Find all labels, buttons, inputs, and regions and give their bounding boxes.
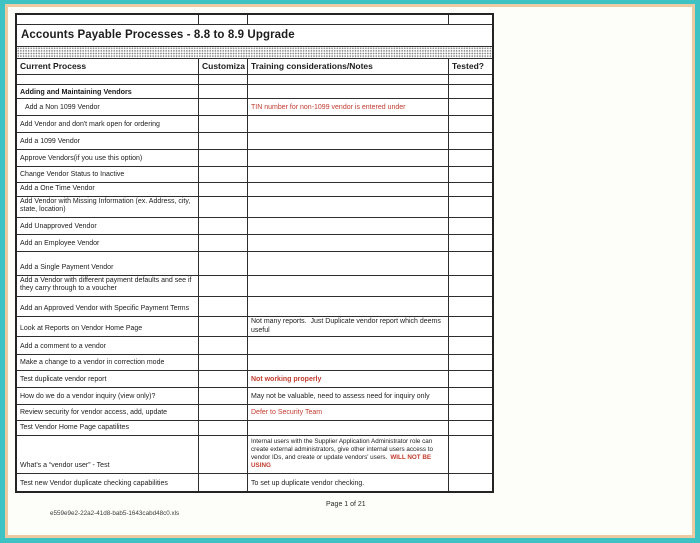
process-cell: Review security for vendor access, add, update xyxy=(17,405,199,420)
notes-cell xyxy=(248,75,449,84)
process-cell: Test new Vendor duplicate checking capabilities xyxy=(17,474,199,491)
hatched-divider-row xyxy=(17,47,492,59)
notes-cell xyxy=(248,421,449,435)
table-row xyxy=(17,197,492,218)
tested-cell xyxy=(449,183,492,196)
notes-cell xyxy=(248,116,449,132)
table-row xyxy=(17,15,492,25)
process-cell: Add a One Time Vendor xyxy=(17,183,199,196)
notes-cell xyxy=(248,15,449,24)
tested-cell xyxy=(449,235,492,251)
tested-cell xyxy=(449,371,492,387)
table-row xyxy=(17,317,492,337)
notes-cell xyxy=(248,355,449,370)
process-cell: Test duplicate vendor report xyxy=(17,371,199,387)
customizations-cell xyxy=(199,75,248,84)
customizations-cell xyxy=(199,85,248,98)
process-cell: How do we do a vendor inquiry (view only)? xyxy=(17,388,199,404)
table-row xyxy=(17,276,492,297)
notes-cell xyxy=(248,218,449,234)
note-mixed xyxy=(251,438,445,471)
tested-cell xyxy=(449,85,492,98)
table-row xyxy=(17,371,492,388)
notes-cell xyxy=(248,297,449,316)
document-page xyxy=(5,4,695,538)
notes-cell xyxy=(248,85,449,98)
tested-cell xyxy=(449,388,492,404)
notes-cell xyxy=(248,436,449,473)
customizations-cell xyxy=(199,436,248,473)
table-row xyxy=(17,436,492,474)
process-cell xyxy=(17,75,199,84)
process-cell xyxy=(17,15,199,24)
customizations-cell xyxy=(199,167,248,182)
process-cell: Add Vendor with Missing Information (ex. Address, city, state, location) xyxy=(17,197,199,217)
page-title: Accounts Payable Processes - 8.8 to 8.9 Upgrade xyxy=(21,28,295,41)
process-cell: Add a 1099 Vendor xyxy=(17,133,199,149)
table-row xyxy=(17,474,492,491)
tested-cell xyxy=(449,75,492,84)
customizations-cell xyxy=(199,421,248,435)
notes-cell xyxy=(248,371,449,387)
customizations-cell xyxy=(199,252,248,275)
notes-cell xyxy=(248,197,449,217)
table-row xyxy=(17,167,492,183)
tested-cell xyxy=(449,133,492,149)
process-cell: What's a “vendor user” - Test xyxy=(17,436,199,473)
process-cell: Add a Vendor with different payment defaults and see if they carry through to a voucher xyxy=(17,276,199,296)
table-row xyxy=(17,183,492,197)
notes-cell xyxy=(248,133,449,149)
notes-cell xyxy=(248,405,449,420)
notes-cell xyxy=(248,183,449,196)
customizations-cell xyxy=(199,218,248,234)
table-row xyxy=(17,405,492,421)
process-cell: Add Vendor and don't mark open for ordering xyxy=(17,116,199,132)
title-row xyxy=(17,25,492,47)
tested-cell xyxy=(449,252,492,275)
note-text-red: Defer to Security Team xyxy=(251,409,323,417)
notes-cell xyxy=(248,317,449,336)
customizations-cell xyxy=(199,405,248,420)
customizations-cell xyxy=(199,276,248,296)
notes-cell xyxy=(248,474,449,491)
table-row xyxy=(17,99,492,116)
table-row xyxy=(17,337,492,355)
notes-cell xyxy=(248,276,449,296)
customizations-cell xyxy=(199,150,248,166)
note-text: To set up duplicate vendor checking. xyxy=(251,480,365,488)
customizations-cell xyxy=(199,388,248,404)
notes-cell xyxy=(248,388,449,404)
process-cell: Add a Non 1099 Vendor xyxy=(17,99,199,115)
process-cell: Add Unapproved Vendor xyxy=(17,218,199,234)
tested-cell xyxy=(449,167,492,182)
table-row xyxy=(17,116,492,133)
process-cell: Add a comment to a vendor xyxy=(17,337,199,354)
table-row xyxy=(17,150,492,167)
page-number-label: Page 1 of 21 xyxy=(326,501,366,508)
customizations-cell xyxy=(199,371,248,387)
customizations-cell xyxy=(199,197,248,217)
note-text: May not be valuable, need to assess need for inquiry only xyxy=(251,393,430,401)
customizations-cell xyxy=(199,337,248,354)
process-cell: Make a change to a vendor in correction mode xyxy=(17,355,199,370)
customizations-cell xyxy=(199,15,248,24)
section-header-row xyxy=(17,85,492,99)
tested-cell xyxy=(449,405,492,420)
note-text-red: TIN number for non-1099 vendor is entered under xyxy=(251,104,406,112)
tested-cell xyxy=(449,355,492,370)
tested-cell xyxy=(449,99,492,115)
notes-cell xyxy=(248,150,449,166)
tested-cell xyxy=(449,15,492,24)
customizations-cell xyxy=(199,474,248,491)
spreadsheet-table xyxy=(15,13,494,493)
customizations-cell xyxy=(199,116,248,132)
table-row xyxy=(17,355,492,371)
notes-cell xyxy=(248,167,449,182)
tested-cell xyxy=(449,421,492,435)
tested-cell xyxy=(449,317,492,336)
customizations-cell xyxy=(199,183,248,196)
customizations-cell xyxy=(199,133,248,149)
tested-cell xyxy=(449,116,492,132)
process-cell: Test Vendor Home Page capatilites xyxy=(17,421,199,435)
notes-cell xyxy=(248,235,449,251)
tested-cell xyxy=(449,297,492,316)
notes-cell xyxy=(248,252,449,275)
table-row xyxy=(17,388,492,405)
process-cell: Add a Single Payment Vendor xyxy=(17,252,199,275)
note-text: Not many reports. Just Duplicate vendor report which deems useful xyxy=(251,318,443,334)
file-name-label: e559e9e2-22a2-41d8-bab5-1643cabd48c0.xls xyxy=(50,510,180,517)
tested-cell xyxy=(449,150,492,166)
table-row xyxy=(17,75,492,85)
customizations-cell xyxy=(199,235,248,251)
table-row xyxy=(17,218,492,235)
header-training-notes: Training considerations/Notes xyxy=(248,59,449,74)
table-row xyxy=(17,133,492,150)
tested-cell xyxy=(449,337,492,354)
notes-cell xyxy=(248,99,449,115)
table-row xyxy=(17,421,492,436)
customizations-cell xyxy=(199,317,248,336)
note-text-red: WILL NOT BE USING xyxy=(251,454,433,470)
table-row xyxy=(17,297,492,317)
header-row xyxy=(17,59,492,75)
table-row xyxy=(17,235,492,252)
note-text-red: Not working properly xyxy=(251,376,322,384)
header-tested: Tested? xyxy=(452,61,484,72)
customizations-cell xyxy=(199,99,248,115)
customizations-cell xyxy=(199,355,248,370)
customizations-cell xyxy=(199,297,248,316)
header-customizations: Customiza xyxy=(199,59,248,74)
notes-cell xyxy=(248,337,449,354)
table-row xyxy=(17,252,492,276)
process-cell: Approve Vendors(if you use this option) xyxy=(17,150,199,166)
process-cell: Add an Approved Vendor with Specific Payment Terms xyxy=(17,297,199,316)
tested-cell xyxy=(449,197,492,217)
process-cell: Change Vendor Status to Inactive xyxy=(17,167,199,182)
tested-cell xyxy=(449,276,492,296)
process-cell: Look at Reports on Vendor Home Page xyxy=(17,317,199,336)
section-title: Adding and Maintaining Vendors xyxy=(17,85,199,98)
process-cell: Add an Employee Vendor xyxy=(17,235,199,251)
tested-cell xyxy=(449,218,492,234)
note-text: Internal users with the Supplier Application Administrator role can create external administrators, give other internal users access to vendor IDs, and create or update vendors' users. xyxy=(251,437,435,461)
tested-cell xyxy=(449,436,492,473)
tested-cell xyxy=(449,474,492,491)
header-current-process: Current Process xyxy=(17,59,199,74)
